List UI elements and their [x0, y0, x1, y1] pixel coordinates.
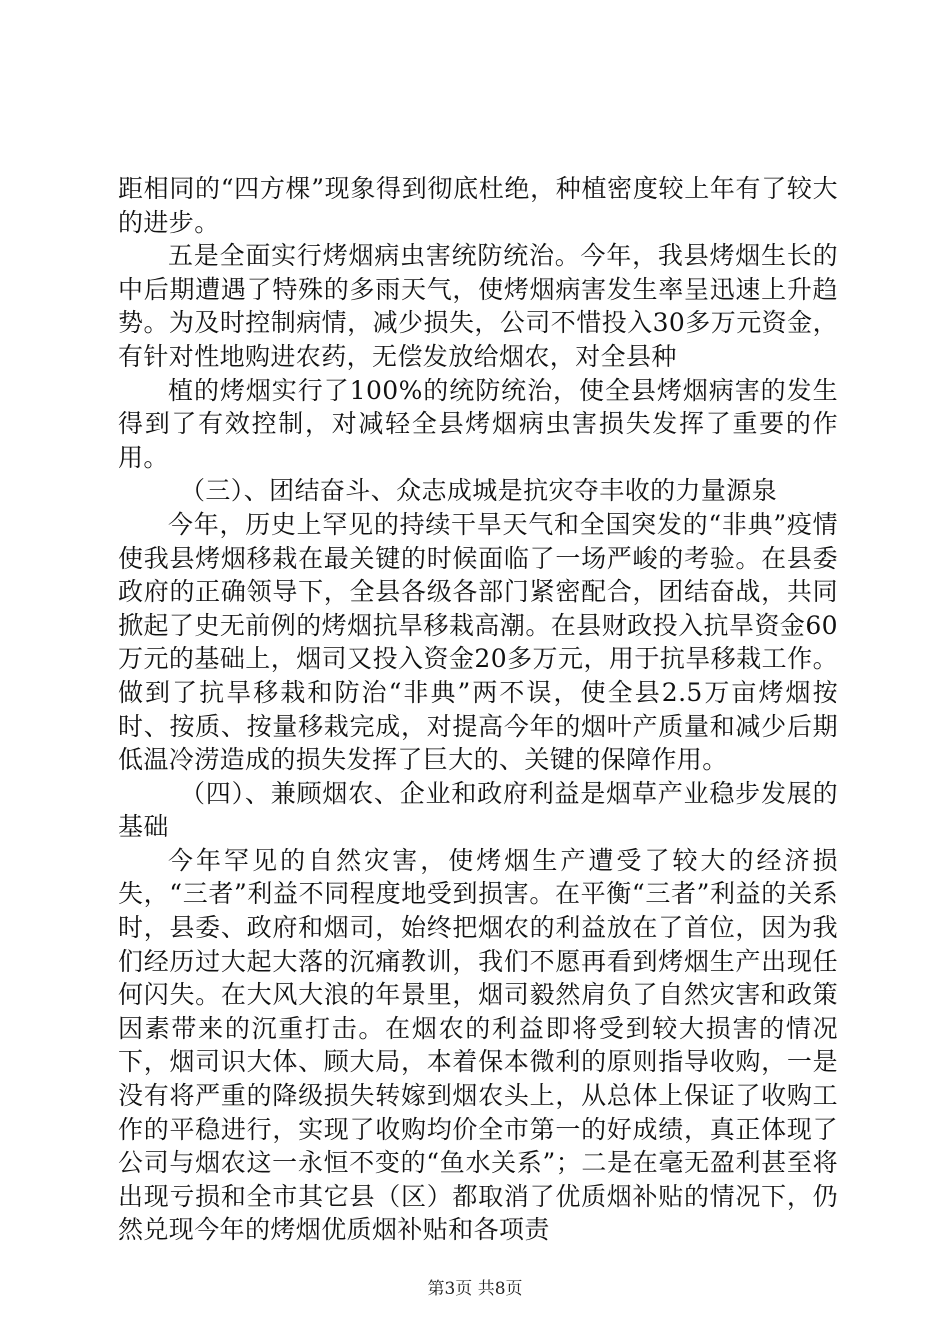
section-heading-4: （四）、兼顾烟农、企业和政府利益是烟草产业稳步发展的基础: [118, 778, 838, 842]
section-heading-3: （三）、团结奋斗、众志成城是抗灾夺丰收的力量源泉: [180, 476, 778, 506]
body-text: [118, 172, 838, 1247]
paragraph-3: 植的烤烟实行了100%的统防统治，使全县烤烟病害的发生得到了有效控制，对减轻全县烤烟病虫害损失发挥了重要的作用。: [118, 375, 838, 472]
paragraph-5: 今年罕见的自然灾害，使烤烟生产遭受了较大的经济损失，“三者”利益不同程度地受到损害。在平衡“三者”利益的关系时，县委、政府和烟司，始终把烟农的利益放在了首位，因为我们经历过大起大落的沉痛教训，我们不愿再看到烤烟生产出现任何闪失。在大风大浪的年景里，烟司毅然肩负了自然灾害和政策因素带来的沉重打击。在烟农的利益即将受到较大损害的情况下，烟司识大体、顾大局，本着保本微利的原则指导收购，一是没有将严重的降级损失转嫁到烟农头上，从总体上保证了收购工作的平稳进行，实现了收购均价全市第一的好成绩，真正体现了公司与烟农这一永恒不变的“鱼水关系”；二是在毫无盈利甚至将出现亏损和全市其它县（区）都取消了优质烟补贴的情况下，仍然兑现今年的烤烟优质烟补贴和各项责: [118, 845, 838, 1245]
page-footer: 第3页 共8页: [427, 1279, 523, 1299]
paragraph-4: 今年，历史上罕见的持续干旱天气和全国突发的“非典”疫情使我县烤烟移栽在最关键的时候面临了一场严峻的考验。在县委政府的正确领导下，全县各级各部门紧密配合，团结奋战，共同掀起了史无前例的烤烟抗旱移栽高潮。在县财政投入抗旱资金60万元的基础上，烟司又投入资金20多万元，用于抗旱移栽工作。做到了抗旱移栽和防治“非典”两不误，使全县2.5万亩烤烟按时、按质、按量移栽完成，对提高今年的烟叶产质量和减少后期低温冷涝造成的损失发挥了巨大的、关键的保障作用。: [118, 509, 838, 775]
paragraph-2: 五是全面实行烤烟病虫害统防统治。今年，我县烤烟生长的中后期遭遇了特殊的多雨天气，使烤烟病害发生率呈迅速上升趋势。为及时控制病情，减少损失，公司不惜投入30多万元资金，有针对性地购进农药，无偿发放给烟农，对全县种: [118, 241, 838, 371]
paragraph-1: 距相同的“四方棵”现象得到彻底杜绝，种植密度较上年有了较大的进步。: [118, 174, 838, 237]
